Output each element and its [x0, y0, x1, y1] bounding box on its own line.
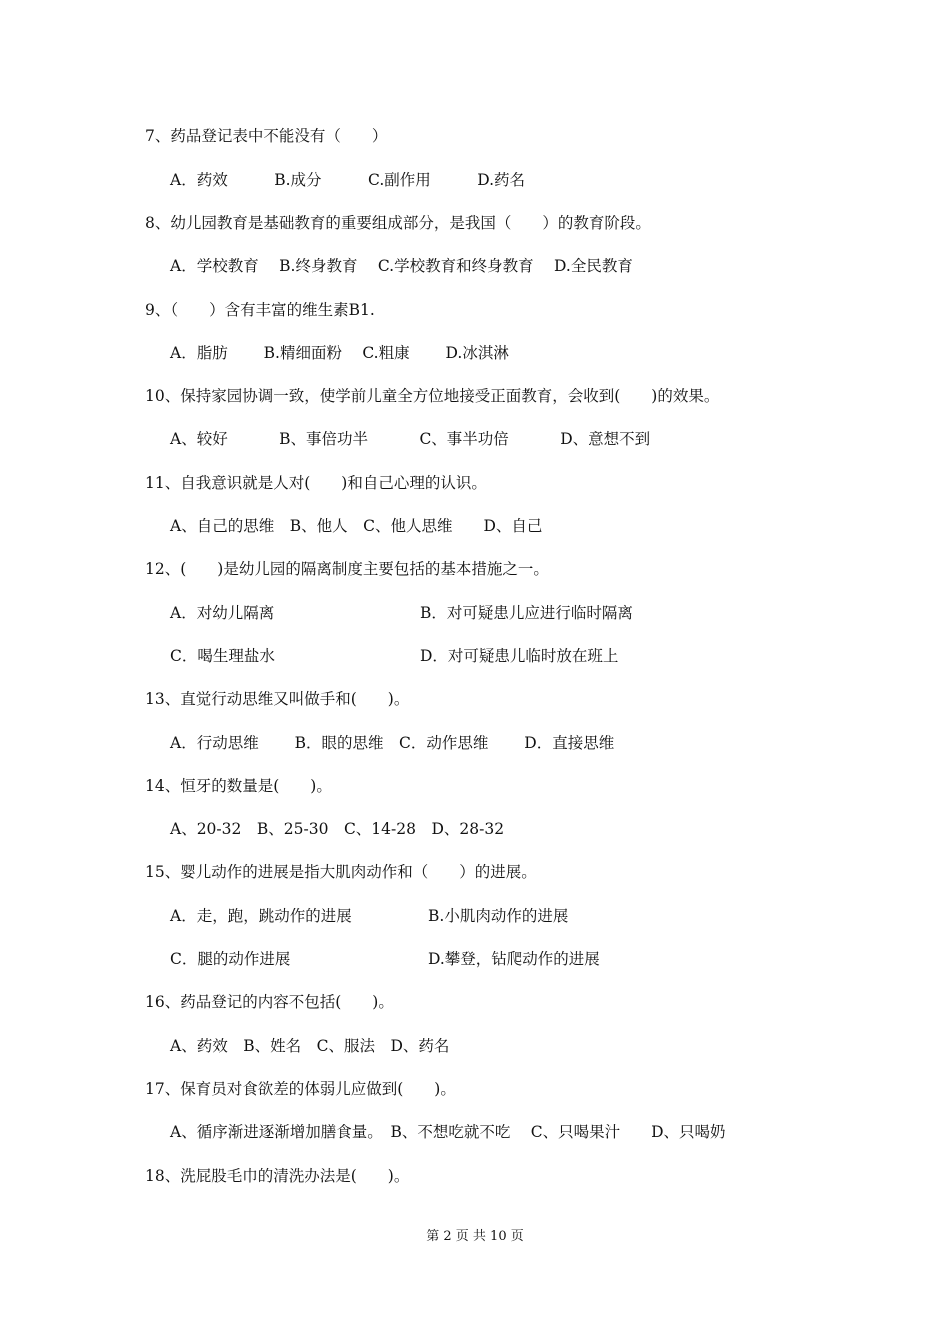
question-9: 9、（ ）含有丰富的维生素B1. [145, 301, 375, 319]
question-12-option-c: C．喝生理盐水 [170, 647, 275, 665]
question-7: 7、药品登记表中不能没有（ ） [145, 127, 388, 145]
question-8: 8、幼儿园教育是基础教育的重要组成部分，是我国（ ）的教育阶段。 [145, 214, 651, 232]
question-14: 14、恒牙的数量是( )。 [145, 777, 332, 795]
question-12-option-a: A．对幼儿隔离 [170, 604, 275, 622]
question-16-options: A、药效 B、姓名 C、服法 D、药名 [170, 1037, 450, 1055]
question-15-option-a: A．走，跑，跳动作的进展 [170, 907, 352, 925]
question-17-options: A、循序渐进逐渐增加膳食量。 B、不想吃就不吃 C、只喝果汁 D、只喝奶 [170, 1123, 726, 1141]
question-12: 12、( )是幼儿园的隔离制度主要包括的基本措施之一。 [145, 560, 549, 578]
question-10: 10、保持家园协调一致，使学前儿童全方位地接受正面教育，会收到( )的效果。 [145, 387, 720, 405]
question-11: 11、自我意识就是人对( )和自己心理的认识。 [145, 474, 487, 492]
question-14-options: A、20-32 B、25-30 C、14-28 D、28-32 [170, 820, 505, 838]
question-17: 17、保育员对食欲差的体弱儿应做到( )。 [145, 1080, 456, 1098]
question-16: 16、药品登记的内容不包括( )。 [145, 993, 394, 1011]
question-10-options: A、较好 B、事倍功半 C、事半功倍 D、意想不到 [170, 430, 651, 448]
question-15: 15、婴儿动作的进展是指大肌肉动作和（ ）的进展。 [145, 863, 537, 881]
question-15-option-d: D.攀登，钻爬动作的进展 [428, 950, 600, 968]
question-7-options: A．药效 B.成分 C.副作用 D.药名 [170, 171, 526, 189]
question-12-option-d: D．对可疑患儿临时放在班上 [420, 647, 619, 665]
question-13-options: A．行动思维 B．眼的思维 C．动作思维 D．直接思维 [170, 734, 615, 752]
question-12-option-b: B．对可疑患儿应进行临时隔离 [420, 604, 633, 622]
page-footer: 第 2 页 共 10 页 [426, 1229, 524, 1244]
question-15-option-b: B.小肌肉动作的进展 [428, 907, 569, 925]
question-13: 13、直觉行动思维又叫做手和( )。 [145, 690, 410, 708]
question-9-options: A．脂肪 B.精细面粉 C.粗康 D.冰淇淋 [170, 344, 509, 362]
question-15-option-c: C．腿的动作进展 [170, 950, 291, 968]
question-8-options: A．学校教育 B.终身教育 C.学校教育和终身教育 D.全民教育 [170, 257, 633, 275]
question-18: 18、洗屁股毛巾的清洗办法是( )。 [145, 1167, 410, 1185]
question-11-options: A、自己的思维 B、他人 C、他人思维 D、自己 [170, 517, 543, 535]
